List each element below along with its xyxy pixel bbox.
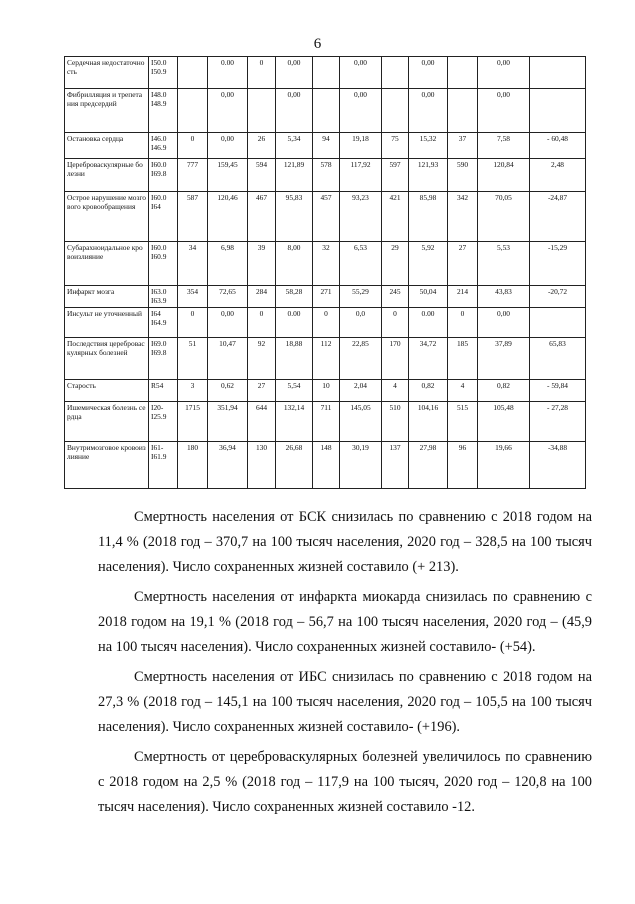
table-cell: [313, 57, 340, 89]
table-cell: 65,83: [530, 338, 586, 380]
table-cell: 34,72: [409, 338, 448, 380]
table-cell: [448, 57, 478, 89]
table-cell: I20- I25.9: [149, 402, 178, 442]
table-cell: Острое нарушение мозгового кровообращения: [65, 192, 149, 242]
table-cell: 37,89: [478, 338, 530, 380]
table-row: [65, 442, 586, 489]
table-cell: 0,62: [208, 380, 248, 402]
table-cell: 0,0: [340, 308, 382, 338]
table-cell: 578: [313, 159, 340, 192]
table-row: [65, 192, 586, 242]
table-cell: 594: [248, 159, 276, 192]
table-cell: 644: [248, 402, 276, 442]
table-cell: 39: [248, 242, 276, 286]
table-cell: 0,00: [208, 308, 248, 338]
table-cell: 92: [248, 338, 276, 380]
table-cell: 70,05: [478, 192, 530, 242]
table-row: [65, 308, 586, 338]
table-cell: 0: [178, 308, 208, 338]
table-cell: -24,87: [530, 192, 586, 242]
table-cell: 170: [382, 338, 409, 380]
table-cell: 777: [178, 159, 208, 192]
table-cell: I60.0 I60.9: [149, 242, 178, 286]
table-cell: I48.0 I48.9: [149, 89, 178, 133]
table-cell: - 59,84: [530, 380, 586, 402]
table-cell: 0: [382, 308, 409, 338]
table-cell: 27,98: [409, 442, 448, 489]
table-cell: 26: [248, 133, 276, 159]
table-cell: 0,00: [478, 308, 530, 338]
table-cell: 284: [248, 286, 276, 308]
table-cell: 121,89: [276, 159, 313, 192]
table-cell: -15,29: [530, 242, 586, 286]
table-cell: 0: [248, 308, 276, 338]
table-cell: 5,53: [478, 242, 530, 286]
table-cell: 32: [313, 242, 340, 286]
table-cell: 5,54: [276, 380, 313, 402]
table-cell: 27: [448, 242, 478, 286]
table-cell: 5,34: [276, 133, 313, 159]
table-cell: R54: [149, 380, 178, 402]
table-row: [65, 89, 586, 133]
table-cell: 85,98: [409, 192, 448, 242]
table-cell: I50.0 I50.9: [149, 57, 178, 89]
table-cell: 0: [448, 308, 478, 338]
table-cell: Цереброваскулярные болезни: [65, 159, 149, 192]
table-cell: 0,82: [409, 380, 448, 402]
table-cell: 0,00: [276, 57, 313, 89]
paragraph-cerebrovascular: Смертность от цереброваскулярных болезней увеличилось по сравнению с 2018 годом на 2,5 % (2018 год – 117,9 на 100 тысяч, 2020 год – 120,8 на 100 тысяч населения). Число сохраненных жизней составило -12.: [98, 749, 592, 815]
table-cell: 0,00: [340, 57, 382, 89]
table-cell: [530, 57, 586, 89]
table-cell: - 27,28: [530, 402, 586, 442]
table-cell: 34: [178, 242, 208, 286]
table-cell: 36,94: [208, 442, 248, 489]
table-cell: Инсульт не уточненный: [65, 308, 149, 338]
table-cell: 0: [178, 133, 208, 159]
table-cell: I64 I64.9: [149, 308, 178, 338]
table-cell: 10: [313, 380, 340, 402]
table-cell: [382, 57, 409, 89]
table-cell: 5,92: [409, 242, 448, 286]
table-cell: 104,16: [409, 402, 448, 442]
table-cell: Внутримозговое кровоизлияние: [65, 442, 149, 489]
table-cell: [530, 308, 586, 338]
table-cell: 0: [248, 57, 276, 89]
table-row: [65, 338, 586, 380]
table-cell: 6,98: [208, 242, 248, 286]
table-cell: 342: [448, 192, 478, 242]
table-cell: [178, 89, 208, 133]
table-cell: Фибрилляция и трепетания предсердий: [65, 89, 149, 133]
table-cell: 72,65: [208, 286, 248, 308]
table-cell: 55,29: [340, 286, 382, 308]
table-cell: 10,47: [208, 338, 248, 380]
table-cell: 19,66: [478, 442, 530, 489]
table-cell: 1715: [178, 402, 208, 442]
table-cell: - 60,48: [530, 133, 586, 159]
table-cell: 26,68: [276, 442, 313, 489]
table-cell: 0,00: [478, 89, 530, 133]
table-cell: 590: [448, 159, 478, 192]
table-cell: 75: [382, 133, 409, 159]
table-cell: 18,88: [276, 338, 313, 380]
table-cell: 271: [313, 286, 340, 308]
table-cell: [448, 89, 478, 133]
table-cell: 159,45: [208, 159, 248, 192]
table-cell: 148: [313, 442, 340, 489]
table-cell: -34,88: [530, 442, 586, 489]
table-cell: 421: [382, 192, 409, 242]
table-cell: Инфаркт мозга: [65, 286, 149, 308]
table-cell: 4: [448, 380, 478, 402]
table-cell: I46.0 I46.9: [149, 133, 178, 159]
table-cell: 0,00: [276, 89, 313, 133]
paragraph-bsk: Смертность населения от БСК снизилась по сравнению с 2018 годом на 11,4 % (2018 год – 370,7 на 100 тысяч населения, 2020 год – 328,5 на 100 тысяч населения). Число сохраненных жизней составило (+ 213).: [98, 509, 592, 575]
body-text: [98, 505, 592, 825]
page-number: 6: [313, 36, 322, 52]
table-cell: 29: [382, 242, 409, 286]
table-cell: 185: [448, 338, 478, 380]
table-cell: 180: [178, 442, 208, 489]
table-cell: 137: [382, 442, 409, 489]
table-cell: 50,04: [409, 286, 448, 308]
paragraph-infarction: Смертность населения от инфаркта миокарда снизилась по сравнению с 2018 годом на 19,1 % (2018 год – 56,7 на 100 тысяч населения, 2020 год – (45,9 на 100 тысяч населения). Число сохраненных жизней составило- (+54).: [98, 589, 592, 655]
table-cell: 120,84: [478, 159, 530, 192]
table-cell: 0,00: [340, 89, 382, 133]
table-cell: 105,48: [478, 402, 530, 442]
table-cell: 121,93: [409, 159, 448, 192]
table-row: [65, 286, 586, 308]
table-cell: 0,00: [409, 57, 448, 89]
table-cell: -20,72: [530, 286, 586, 308]
table-cell: 467: [248, 192, 276, 242]
table-cell: Субарахноидальное кровоизлияние: [65, 242, 149, 286]
table-cell: [382, 89, 409, 133]
table-cell: 22,85: [340, 338, 382, 380]
table-cell: 354: [178, 286, 208, 308]
table-cell: 0,00: [208, 89, 248, 133]
table-cell: Остановка сердца: [65, 133, 149, 159]
table-cell: 457: [313, 192, 340, 242]
table-cell: 117,92: [340, 159, 382, 192]
table-cell: 4: [382, 380, 409, 402]
table-cell: 37: [448, 133, 478, 159]
table-cell: 0,82: [478, 380, 530, 402]
paragraph-ihd: Смертность населения от ИБС снизилась по сравнению с 2018 годом на 27,3 % (2018 год – 145,1 на 100 тысяч населения, 2020 год – 105,5 на 100 тысяч населения). Число сохраненных жизней составило- (+196).: [98, 669, 592, 735]
table-cell: I60.0 I64: [149, 192, 178, 242]
table-cell: 96: [448, 442, 478, 489]
table-cell: 27: [248, 380, 276, 402]
table-cell: I60.0 I69.8: [149, 159, 178, 192]
table-cell: 2,48: [530, 159, 586, 192]
table-cell: 19,18: [340, 133, 382, 159]
table-cell: 0.00: [276, 308, 313, 338]
table-cell: 120,46: [208, 192, 248, 242]
table-cell: 711: [313, 402, 340, 442]
table-row: [65, 402, 586, 442]
table-cell: Ишемическая болезнь сердца: [65, 402, 149, 442]
table-cell: 93,23: [340, 192, 382, 242]
table-cell: 30,19: [340, 442, 382, 489]
table-cell: [178, 57, 208, 89]
table-cell: 130: [248, 442, 276, 489]
table-cell: 0,00: [208, 133, 248, 159]
table-cell: 214: [448, 286, 478, 308]
table-cell: 510: [382, 402, 409, 442]
table-cell: 0: [313, 308, 340, 338]
table-row: [65, 159, 586, 192]
table-cell: 597: [382, 159, 409, 192]
table-cell: 95,83: [276, 192, 313, 242]
table-cell: 245: [382, 286, 409, 308]
table-cell: 145,05: [340, 402, 382, 442]
table-cell: Старость: [65, 380, 149, 402]
table-cell: Сердечная недостаточность: [65, 57, 149, 89]
table-cell: 43,83: [478, 286, 530, 308]
table-row: [65, 242, 586, 286]
table-cell: 6,53: [340, 242, 382, 286]
table-cell: 0.00: [208, 57, 248, 89]
table-row: [65, 133, 586, 159]
table-cell: 0.00: [409, 308, 448, 338]
table-cell: [530, 89, 586, 133]
table-cell: I69.0 I69.8: [149, 338, 178, 380]
table-cell: 132,14: [276, 402, 313, 442]
table-cell: I61- I61.9: [149, 442, 178, 489]
table-cell: 0,00: [409, 89, 448, 133]
table-cell: 0,00: [478, 57, 530, 89]
mortality-table: [64, 56, 586, 489]
table-cell: I63.0 I63.9: [149, 286, 178, 308]
table-row: [65, 57, 586, 89]
table-row: [65, 380, 586, 402]
table-cell: 15,32: [409, 133, 448, 159]
table-cell: 51: [178, 338, 208, 380]
table-cell: 351,94: [208, 402, 248, 442]
table-cell: 587: [178, 192, 208, 242]
table-cell: 58,28: [276, 286, 313, 308]
table-cell: 112: [313, 338, 340, 380]
table-cell: 94: [313, 133, 340, 159]
table-cell: [313, 89, 340, 133]
table-cell: [248, 89, 276, 133]
table-cell: 8,00: [276, 242, 313, 286]
table-cell: 7,58: [478, 133, 530, 159]
table-cell: 515: [448, 402, 478, 442]
table-cell: 3: [178, 380, 208, 402]
table-cell: Последствия цереброваскулярных болезней: [65, 338, 149, 380]
table-cell: 2,04: [340, 380, 382, 402]
